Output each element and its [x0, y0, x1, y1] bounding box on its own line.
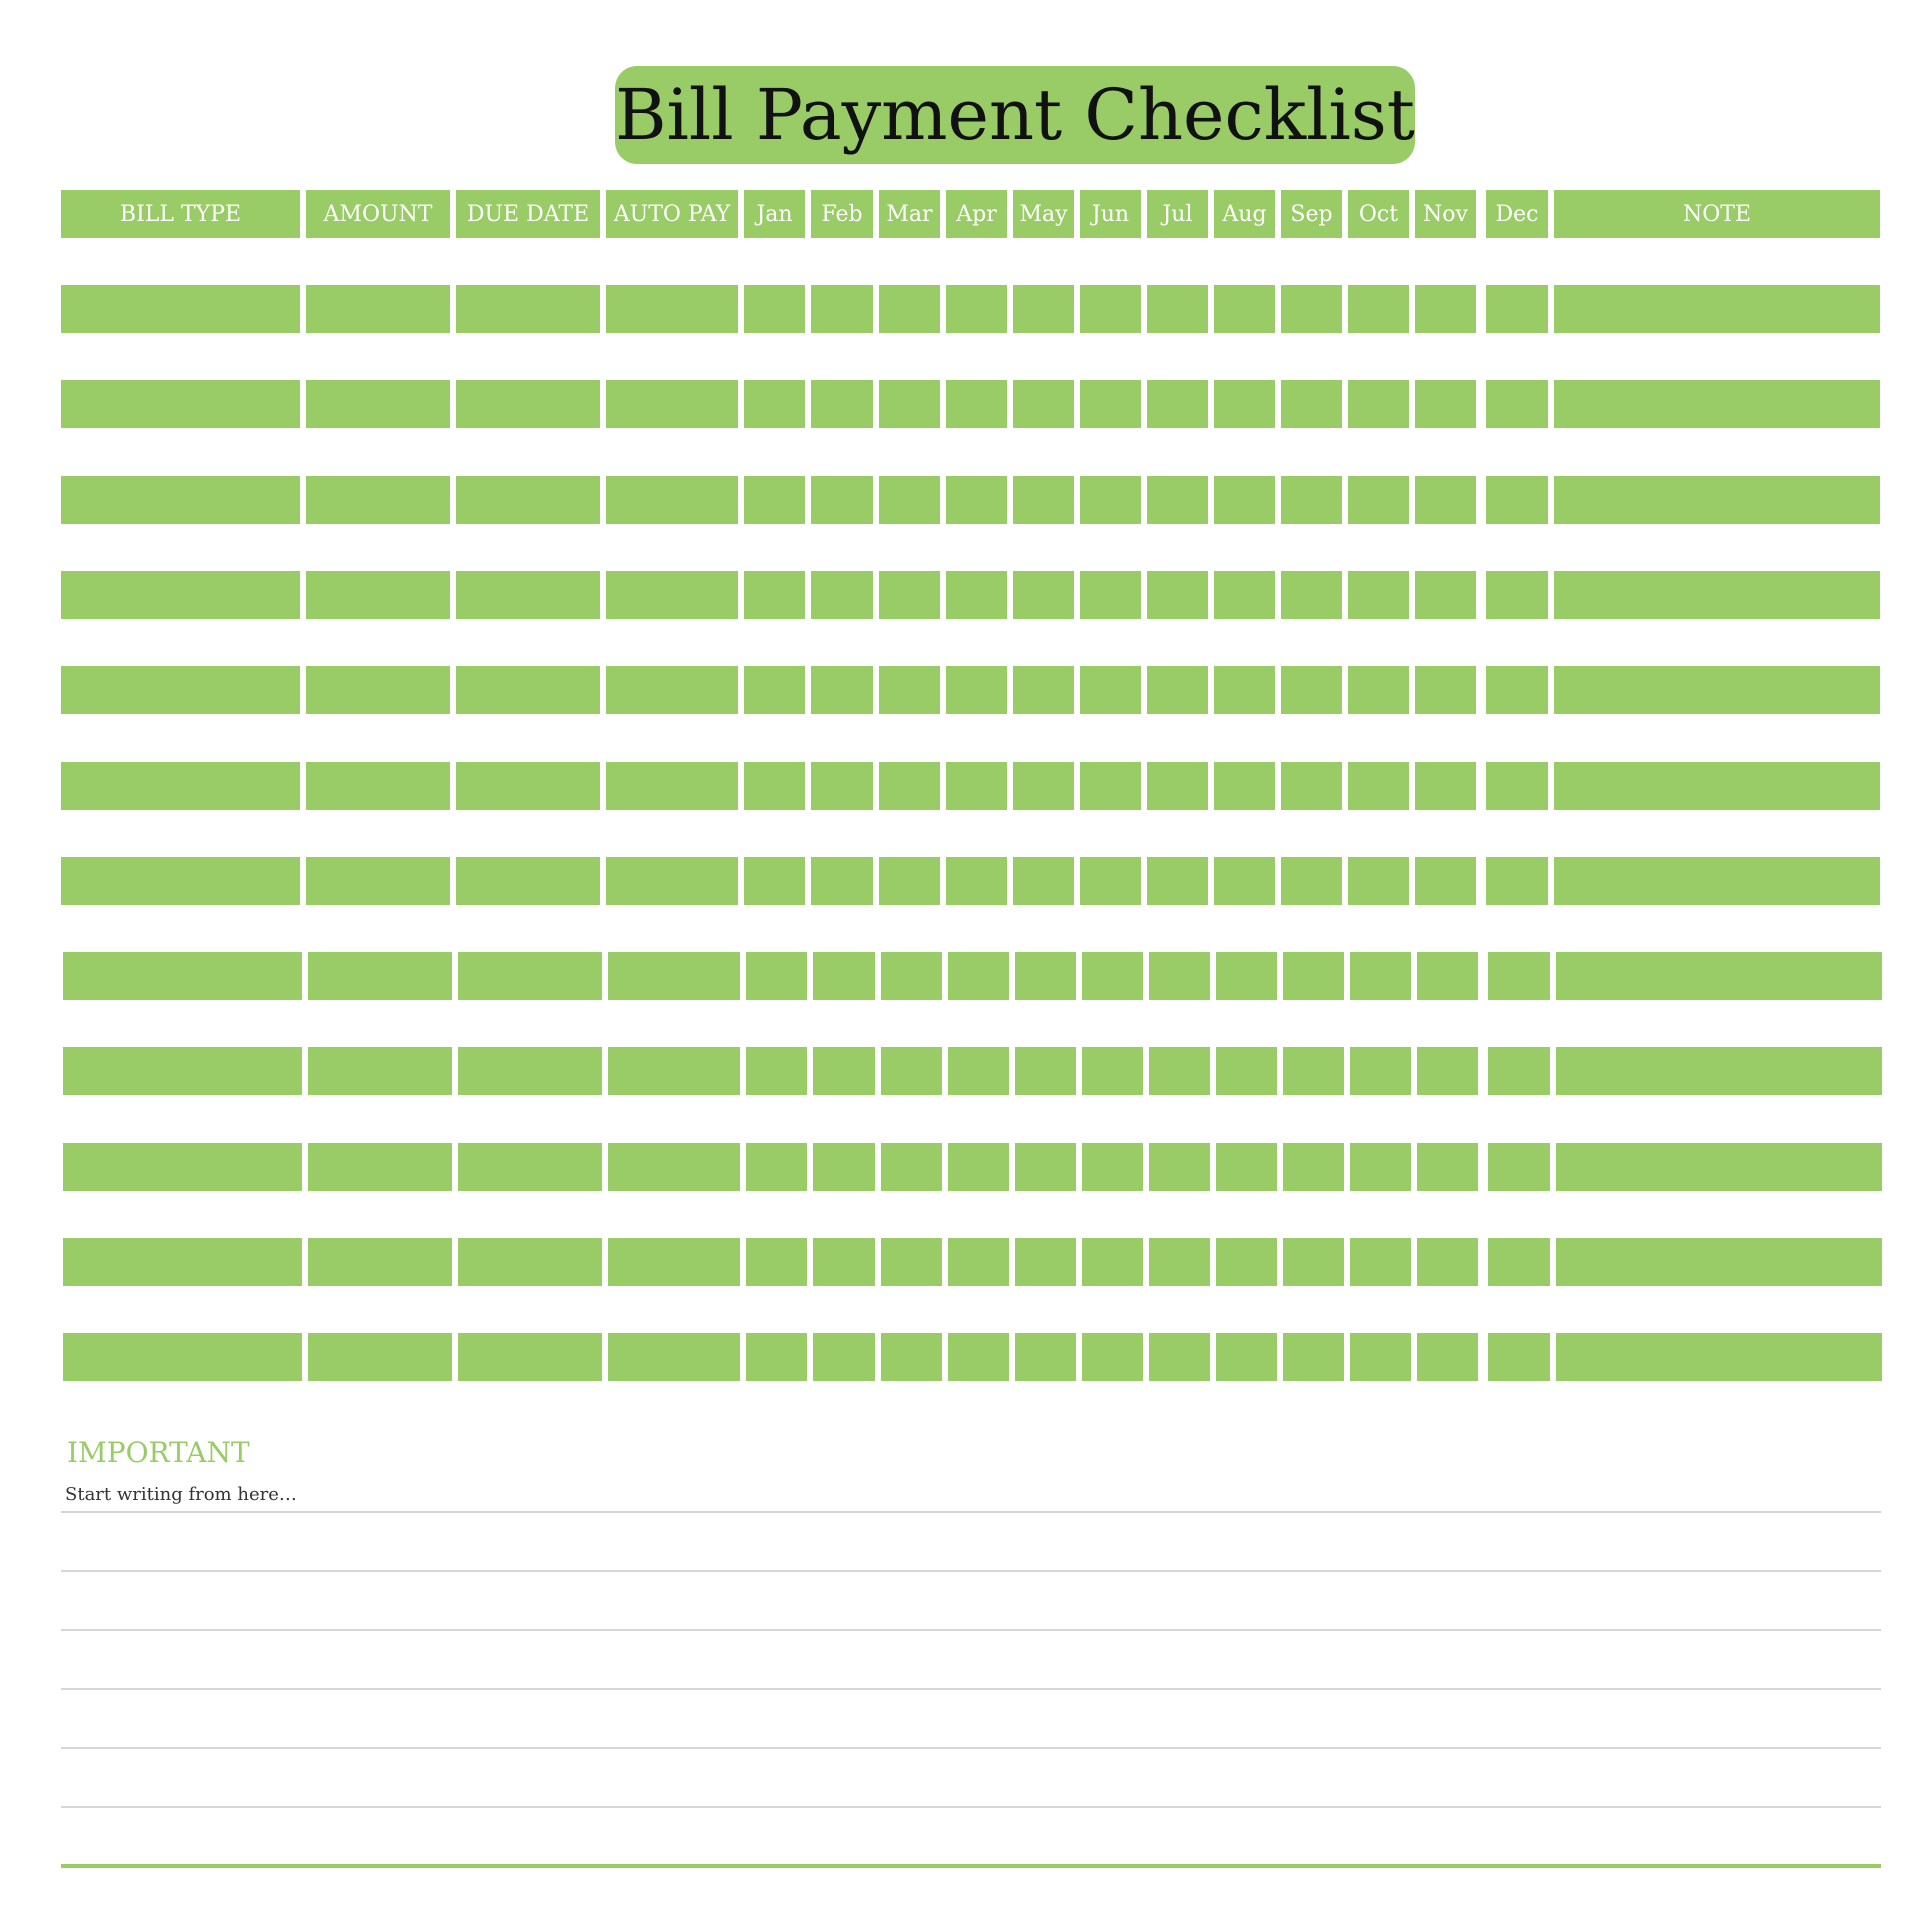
row-4-amount-cell[interactable] — [306, 571, 450, 619]
row-2-jul-cell[interactable] — [1147, 380, 1208, 428]
row-3-oct-cell[interactable] — [1348, 476, 1409, 524]
row-11-feb-cell[interactable] — [813, 1238, 875, 1286]
row-12-amount-cell[interactable] — [308, 1333, 452, 1381]
row-12-jul-cell[interactable] — [1149, 1333, 1210, 1381]
row-10-auto-pay-cell[interactable] — [608, 1143, 740, 1191]
row-8-sep-cell[interactable] — [1283, 952, 1344, 1000]
row-1-jul-cell[interactable] — [1147, 285, 1208, 333]
row-2-note-cell[interactable] — [1554, 380, 1880, 428]
row-12-sep-cell[interactable] — [1283, 1333, 1344, 1381]
row-9-auto-pay-cell[interactable] — [608, 1047, 740, 1095]
row-2-mar-cell[interactable] — [879, 380, 940, 428]
row-1-bill-type-cell[interactable] — [61, 285, 300, 333]
row-5-auto-pay-cell[interactable] — [606, 666, 738, 714]
row-4-sep-cell[interactable] — [1281, 571, 1342, 619]
note-line — [61, 1629, 1881, 1631]
row-3-dec-cell[interactable] — [1486, 476, 1548, 524]
row-7-may-cell[interactable] — [1013, 857, 1074, 905]
row-1-nov-cell[interactable] — [1415, 285, 1476, 333]
row-1-jan-cell[interactable] — [744, 285, 805, 333]
row-5-may-cell[interactable] — [1013, 666, 1074, 714]
row-6-dec-cell[interactable] — [1486, 762, 1548, 810]
row-7-note-cell[interactable] — [1554, 857, 1880, 905]
row-1-oct-cell[interactable] — [1348, 285, 1409, 333]
row-5-due-date-cell[interactable] — [456, 666, 600, 714]
row-11-nov-cell[interactable] — [1417, 1238, 1478, 1286]
row-1-due-date-cell[interactable] — [456, 285, 600, 333]
row-10-bill-type-cell[interactable] — [63, 1143, 302, 1191]
column-header-mar: Mar — [879, 190, 940, 238]
note-line — [61, 1511, 1881, 1513]
row-11-amount-cell[interactable] — [308, 1238, 452, 1286]
column-header-nov: Nov — [1415, 190, 1476, 238]
bottom-rule — [61, 1864, 1881, 1868]
row-2-bill-type-cell[interactable] — [61, 380, 300, 428]
row-2-dec-cell[interactable] — [1486, 380, 1548, 428]
column-header-oct: Oct — [1348, 190, 1409, 238]
row-4-feb-cell[interactable] — [811, 571, 873, 619]
row-12-mar-cell[interactable] — [881, 1333, 942, 1381]
row-10-feb-cell[interactable] — [813, 1143, 875, 1191]
row-11-oct-cell[interactable] — [1350, 1238, 1411, 1286]
row-10-dec-cell[interactable] — [1488, 1143, 1550, 1191]
row-11-jan-cell[interactable] — [746, 1238, 807, 1286]
row-5-apr-cell[interactable] — [946, 666, 1007, 714]
row-3-auto-pay-cell[interactable] — [606, 476, 738, 524]
row-8-may-cell[interactable] — [1015, 952, 1076, 1000]
important-notes-input[interactable]: Start writing from here… — [65, 1484, 297, 1505]
row-7-mar-cell[interactable] — [879, 857, 940, 905]
row-11-auto-pay-cell[interactable] — [608, 1238, 740, 1286]
row-7-apr-cell[interactable] — [946, 857, 1007, 905]
row-12-bill-type-cell[interactable] — [63, 1333, 302, 1381]
row-3-jan-cell[interactable] — [744, 476, 805, 524]
row-9-due-date-cell[interactable] — [458, 1047, 602, 1095]
row-2-jan-cell[interactable] — [744, 380, 805, 428]
row-8-due-date-cell[interactable] — [458, 952, 602, 1000]
row-2-due-date-cell[interactable] — [456, 380, 600, 428]
row-11-apr-cell[interactable] — [948, 1238, 1009, 1286]
row-4-mar-cell[interactable] — [879, 571, 940, 619]
row-11-mar-cell[interactable] — [881, 1238, 942, 1286]
row-7-due-date-cell[interactable] — [456, 857, 600, 905]
row-1-amount-cell[interactable] — [306, 285, 450, 333]
row-8-jul-cell[interactable] — [1149, 952, 1210, 1000]
row-12-oct-cell[interactable] — [1350, 1333, 1411, 1381]
row-10-jan-cell[interactable] — [746, 1143, 807, 1191]
row-1-aug-cell[interactable] — [1214, 285, 1275, 333]
row-9-amount-cell[interactable] — [308, 1047, 452, 1095]
row-9-sep-cell[interactable] — [1283, 1047, 1344, 1095]
row-10-jun-cell[interactable] — [1082, 1143, 1143, 1191]
row-4-oct-cell[interactable] — [1348, 571, 1409, 619]
row-7-nov-cell[interactable] — [1415, 857, 1476, 905]
row-8-jan-cell[interactable] — [746, 952, 807, 1000]
note-line — [61, 1747, 1881, 1749]
row-9-nov-cell[interactable] — [1417, 1047, 1478, 1095]
row-8-oct-cell[interactable] — [1350, 952, 1411, 1000]
row-1-jun-cell[interactable] — [1080, 285, 1141, 333]
row-5-feb-cell[interactable] — [811, 666, 873, 714]
row-2-oct-cell[interactable] — [1348, 380, 1409, 428]
row-6-nov-cell[interactable] — [1415, 762, 1476, 810]
row-3-aug-cell[interactable] — [1214, 476, 1275, 524]
row-8-dec-cell[interactable] — [1488, 952, 1550, 1000]
column-header-jun: Jun — [1080, 190, 1141, 238]
row-11-due-date-cell[interactable] — [458, 1238, 602, 1286]
row-9-feb-cell[interactable] — [813, 1047, 875, 1095]
note-line — [61, 1688, 1881, 1690]
row-5-aug-cell[interactable] — [1214, 666, 1275, 714]
row-12-due-date-cell[interactable] — [458, 1333, 602, 1381]
row-10-apr-cell[interactable] — [948, 1143, 1009, 1191]
row-4-auto-pay-cell[interactable] — [606, 571, 738, 619]
row-3-feb-cell[interactable] — [811, 476, 873, 524]
row-7-aug-cell[interactable] — [1214, 857, 1275, 905]
row-4-jul-cell[interactable] — [1147, 571, 1208, 619]
row-7-oct-cell[interactable] — [1348, 857, 1409, 905]
row-3-note-cell[interactable] — [1554, 476, 1880, 524]
column-header-due-date: DUE DATE — [456, 190, 600, 238]
row-1-auto-pay-cell[interactable] — [606, 285, 738, 333]
row-11-may-cell[interactable] — [1015, 1238, 1076, 1286]
column-header-note: NOTE — [1554, 190, 1880, 238]
column-header-aug: Aug — [1214, 190, 1275, 238]
row-2-may-cell[interactable] — [1013, 380, 1074, 428]
row-8-mar-cell[interactable] — [881, 952, 942, 1000]
row-5-oct-cell[interactable] — [1348, 666, 1409, 714]
row-5-mar-cell[interactable] — [879, 666, 940, 714]
page-title: Bill Payment Checklist — [615, 74, 1415, 156]
row-12-jan-cell[interactable] — [746, 1333, 807, 1381]
row-3-due-date-cell[interactable] — [456, 476, 600, 524]
row-5-dec-cell[interactable] — [1486, 666, 1548, 714]
row-9-mar-cell[interactable] — [881, 1047, 942, 1095]
row-9-apr-cell[interactable] — [948, 1047, 1009, 1095]
row-6-may-cell[interactable] — [1013, 762, 1074, 810]
row-1-mar-cell[interactable] — [879, 285, 940, 333]
row-3-amount-cell[interactable] — [306, 476, 450, 524]
row-7-dec-cell[interactable] — [1486, 857, 1548, 905]
row-5-amount-cell[interactable] — [306, 666, 450, 714]
column-header-may: May — [1013, 190, 1074, 238]
row-10-oct-cell[interactable] — [1350, 1143, 1411, 1191]
row-10-note-cell[interactable] — [1556, 1143, 1882, 1191]
row-11-sep-cell[interactable] — [1283, 1238, 1344, 1286]
row-9-note-cell[interactable] — [1556, 1047, 1882, 1095]
row-6-jan-cell[interactable] — [744, 762, 805, 810]
row-1-sep-cell[interactable] — [1281, 285, 1342, 333]
row-9-aug-cell[interactable] — [1216, 1047, 1277, 1095]
row-4-dec-cell[interactable] — [1486, 571, 1548, 619]
row-11-note-cell[interactable] — [1556, 1238, 1882, 1286]
row-5-nov-cell[interactable] — [1415, 666, 1476, 714]
important-heading: IMPORTANT — [67, 1436, 250, 1469]
row-10-mar-cell[interactable] — [881, 1143, 942, 1191]
row-8-amount-cell[interactable] — [308, 952, 452, 1000]
row-9-jul-cell[interactable] — [1149, 1047, 1210, 1095]
row-10-may-cell[interactable] — [1015, 1143, 1076, 1191]
row-7-auto-pay-cell[interactable] — [606, 857, 738, 905]
row-2-amount-cell[interactable] — [306, 380, 450, 428]
row-5-sep-cell[interactable] — [1281, 666, 1342, 714]
row-3-may-cell[interactable] — [1013, 476, 1074, 524]
row-10-amount-cell[interactable] — [308, 1143, 452, 1191]
row-6-aug-cell[interactable] — [1214, 762, 1275, 810]
row-1-apr-cell[interactable] — [946, 285, 1007, 333]
row-7-jan-cell[interactable] — [744, 857, 805, 905]
row-9-may-cell[interactable] — [1015, 1047, 1076, 1095]
row-9-bill-type-cell[interactable] — [63, 1047, 302, 1095]
row-6-due-date-cell[interactable] — [456, 762, 600, 810]
row-5-note-cell[interactable] — [1554, 666, 1880, 714]
row-4-bill-type-cell[interactable] — [61, 571, 300, 619]
row-6-feb-cell[interactable] — [811, 762, 873, 810]
row-8-auto-pay-cell[interactable] — [608, 952, 740, 1000]
row-5-bill-type-cell[interactable] — [61, 666, 300, 714]
row-8-note-cell[interactable] — [1556, 952, 1882, 1000]
row-12-apr-cell[interactable] — [948, 1333, 1009, 1381]
column-header-auto-pay: AUTO PAY — [606, 190, 738, 238]
row-3-nov-cell[interactable] — [1415, 476, 1476, 524]
row-11-jul-cell[interactable] — [1149, 1238, 1210, 1286]
row-10-nov-cell[interactable] — [1417, 1143, 1478, 1191]
row-8-bill-type-cell[interactable] — [63, 952, 302, 1000]
row-4-nov-cell[interactable] — [1415, 571, 1476, 619]
row-6-oct-cell[interactable] — [1348, 762, 1409, 810]
row-6-note-cell[interactable] — [1554, 762, 1880, 810]
row-10-due-date-cell[interactable] — [458, 1143, 602, 1191]
row-4-jun-cell[interactable] — [1080, 571, 1141, 619]
row-7-jul-cell[interactable] — [1147, 857, 1208, 905]
row-9-dec-cell[interactable] — [1488, 1047, 1550, 1095]
row-1-note-cell[interactable] — [1554, 285, 1880, 333]
row-12-auto-pay-cell[interactable] — [608, 1333, 740, 1381]
row-7-bill-type-cell[interactable] — [61, 857, 300, 905]
row-1-dec-cell[interactable] — [1486, 285, 1548, 333]
row-12-feb-cell[interactable] — [813, 1333, 875, 1381]
row-12-nov-cell[interactable] — [1417, 1333, 1478, 1381]
row-2-sep-cell[interactable] — [1281, 380, 1342, 428]
row-4-due-date-cell[interactable] — [456, 571, 600, 619]
row-6-jun-cell[interactable] — [1080, 762, 1141, 810]
column-header-apr: Apr — [946, 190, 1007, 238]
row-6-bill-type-cell[interactable] — [61, 762, 300, 810]
row-11-bill-type-cell[interactable] — [63, 1238, 302, 1286]
column-header-feb: Feb — [811, 190, 873, 238]
row-2-apr-cell[interactable] — [946, 380, 1007, 428]
row-3-jul-cell[interactable] — [1147, 476, 1208, 524]
row-6-apr-cell[interactable] — [946, 762, 1007, 810]
row-2-jun-cell[interactable] — [1080, 380, 1141, 428]
column-header-jan: Jan — [744, 190, 805, 238]
row-11-dec-cell[interactable] — [1488, 1238, 1550, 1286]
row-12-aug-cell[interactable] — [1216, 1333, 1277, 1381]
row-4-aug-cell[interactable] — [1214, 571, 1275, 619]
row-7-sep-cell[interactable] — [1281, 857, 1342, 905]
row-7-jun-cell[interactable] — [1080, 857, 1141, 905]
row-3-mar-cell[interactable] — [879, 476, 940, 524]
row-4-note-cell[interactable] — [1554, 571, 1880, 619]
column-header-bill-type: BILL TYPE — [61, 190, 300, 238]
row-8-apr-cell[interactable] — [948, 952, 1009, 1000]
row-6-amount-cell[interactable] — [306, 762, 450, 810]
row-11-jun-cell[interactable] — [1082, 1238, 1143, 1286]
row-3-sep-cell[interactable] — [1281, 476, 1342, 524]
column-header-sep: Sep — [1281, 190, 1342, 238]
row-3-jun-cell[interactable] — [1080, 476, 1141, 524]
row-6-mar-cell[interactable] — [879, 762, 940, 810]
column-header-dec: Dec — [1486, 190, 1548, 238]
row-9-jun-cell[interactable] — [1082, 1047, 1143, 1095]
row-9-oct-cell[interactable] — [1350, 1047, 1411, 1095]
row-8-jun-cell[interactable] — [1082, 952, 1143, 1000]
row-4-jan-cell[interactable] — [744, 571, 805, 619]
note-line — [61, 1806, 1881, 1808]
row-12-may-cell[interactable] — [1015, 1333, 1076, 1381]
row-8-aug-cell[interactable] — [1216, 952, 1277, 1000]
row-7-feb-cell[interactable] — [811, 857, 873, 905]
row-6-auto-pay-cell[interactable] — [606, 762, 738, 810]
row-12-note-cell[interactable] — [1556, 1333, 1882, 1381]
row-6-jul-cell[interactable] — [1147, 762, 1208, 810]
row-3-bill-type-cell[interactable] — [61, 476, 300, 524]
row-10-aug-cell[interactable] — [1216, 1143, 1277, 1191]
row-4-may-cell[interactable] — [1013, 571, 1074, 619]
row-5-jan-cell[interactable] — [744, 666, 805, 714]
column-header-jul: Jul — [1147, 190, 1208, 238]
row-1-may-cell[interactable] — [1013, 285, 1074, 333]
row-7-amount-cell[interactable] — [306, 857, 450, 905]
row-2-auto-pay-cell[interactable] — [606, 380, 738, 428]
row-5-jul-cell[interactable] — [1147, 666, 1208, 714]
row-10-sep-cell[interactable] — [1283, 1143, 1344, 1191]
row-12-dec-cell[interactable] — [1488, 1333, 1550, 1381]
row-3-apr-cell[interactable] — [946, 476, 1007, 524]
row-6-sep-cell[interactable] — [1281, 762, 1342, 810]
row-10-jul-cell[interactable] — [1149, 1143, 1210, 1191]
row-11-aug-cell[interactable] — [1216, 1238, 1277, 1286]
row-9-jan-cell[interactable] — [746, 1047, 807, 1095]
row-1-feb-cell[interactable] — [811, 285, 873, 333]
row-4-apr-cell[interactable] — [946, 571, 1007, 619]
row-2-feb-cell[interactable] — [811, 380, 873, 428]
row-8-feb-cell[interactable] — [813, 952, 875, 1000]
row-12-jun-cell[interactable] — [1082, 1333, 1143, 1381]
row-2-aug-cell[interactable] — [1214, 380, 1275, 428]
note-line — [61, 1570, 1881, 1572]
row-8-nov-cell[interactable] — [1417, 952, 1478, 1000]
column-header-amount: AMOUNT — [306, 190, 450, 238]
row-2-nov-cell[interactable] — [1415, 380, 1476, 428]
row-5-jun-cell[interactable] — [1080, 666, 1141, 714]
